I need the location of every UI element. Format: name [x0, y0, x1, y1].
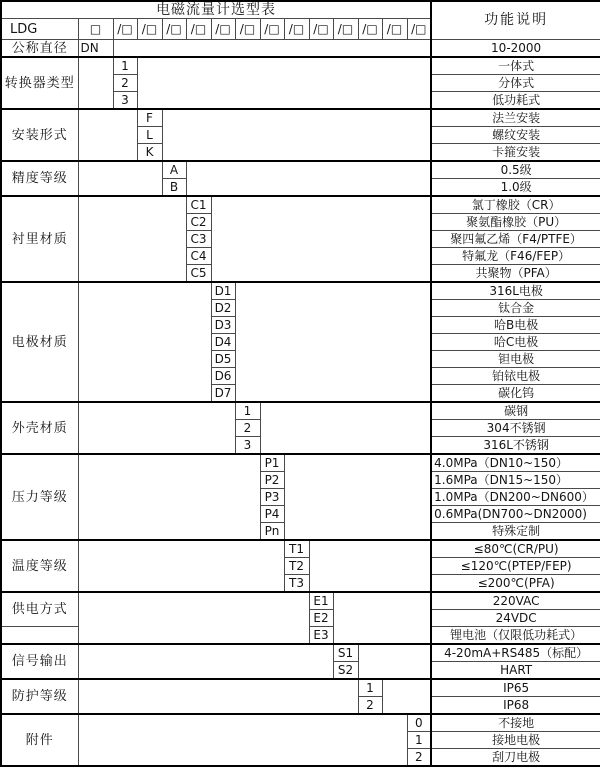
spacer-left-accessories	[78, 714, 407, 766]
code-converter-type-3: 3	[113, 92, 137, 110]
spacer-left-converter-type	[78, 57, 113, 109]
code-lining-material-C3: C3	[186, 231, 211, 248]
code-lining-material-C5: C5	[186, 265, 211, 283]
model-code-slash-box: /□	[162, 19, 186, 40]
model-code-slash-box: /□	[407, 19, 431, 40]
group-label-temperature-grade: 温度等级	[1, 540, 78, 592]
model-code-slash-box: /□	[333, 19, 358, 40]
code-electrode-material-D1: D1	[211, 282, 235, 300]
model-code-slash-box: /□	[382, 19, 407, 40]
spacer-right-lining-material	[211, 196, 431, 282]
code-accessories-0: 0	[407, 714, 431, 732]
code-converter-type-1: 1	[113, 57, 137, 75]
spacer-left-lining-material	[78, 196, 186, 282]
function-desc-housing-material-2: 304不锈钢	[431, 420, 600, 437]
function-desc-temperature-grade-T1: ≤80℃(CR/PU)	[431, 540, 600, 558]
code-signal-output-S1: S1	[333, 644, 358, 662]
spacer-left-power-supply	[78, 592, 309, 644]
function-desc-electrode-material-D2: 钛合金	[431, 300, 600, 317]
function-desc-electrode-material-D1: 316L电极	[431, 282, 600, 300]
page-title: 电磁流量计选型表	[1, 1, 431, 19]
function-desc-signal-output-S1: 4-20mA+RS485（标配）	[431, 644, 600, 662]
model-code-slash-box: /□	[358, 19, 382, 40]
function-column-header: 功能说明	[431, 1, 600, 40]
spacer-left-pressure-rating	[78, 454, 260, 540]
code-electrode-material-D2: D2	[211, 300, 235, 317]
code-temperature-grade-T3: T3	[284, 575, 309, 593]
spacer-right-accuracy-grade	[186, 161, 431, 196]
code-power-supply-E3: E3	[309, 627, 333, 645]
function-desc-temperature-grade-T3: ≤200℃(PFA)	[431, 575, 600, 593]
function-desc-power-supply-E1: 220VAC	[431, 592, 600, 610]
code-electrode-material-D6: D6	[211, 368, 235, 385]
code-installation-type-L: L	[137, 127, 162, 144]
function-desc-electrode-material-D4: 哈C电极	[431, 334, 600, 351]
function-desc-protection-grade-2: IP68	[431, 697, 600, 715]
code-electrode-material-D5: D5	[211, 351, 235, 368]
group-label-accuracy-grade: 精度等级	[1, 161, 78, 196]
function-desc-power-supply-E2: 24VDC	[431, 610, 600, 627]
code-accessories-1: 1	[407, 732, 431, 749]
code-temperature-grade-T2: T2	[284, 558, 309, 575]
group-label-power-supply: 供电方式	[1, 592, 78, 627]
code-protection-grade-2: 2	[358, 697, 382, 715]
spacer-nominal-diameter	[113, 40, 431, 58]
model-code-slash-box: /□	[284, 19, 309, 40]
spacer-right-housing-material	[260, 402, 431, 454]
spacer-right-signal-output	[358, 644, 431, 679]
function-desc-converter-type-1: 一体式	[431, 57, 600, 75]
code-accessories-2: 2	[407, 749, 431, 767]
code-electrode-material-D4: D4	[211, 334, 235, 351]
model-code-slash-box: /□	[260, 19, 284, 40]
spacer-right-converter-type	[137, 57, 431, 109]
model-code-slash-box: /□	[211, 19, 235, 40]
function-desc-accessories-0: 不接地	[431, 714, 600, 732]
function-desc-temperature-grade-T2: ≤120℃(PTEP/FEP)	[431, 558, 600, 575]
code-power-supply-E1: E1	[309, 592, 333, 610]
spacer-left-signal-output	[78, 644, 333, 679]
code-pressure-rating-P3: P3	[260, 489, 284, 506]
model-code-slash-box: /□	[309, 19, 333, 40]
code-accuracy-grade-B: B	[162, 179, 186, 197]
code-lining-material-C4: C4	[186, 248, 211, 265]
function-desc-lining-material-C1: 氯丁橡胶（CR）	[431, 196, 600, 214]
spacer-right-protection-grade	[382, 679, 431, 714]
spacer-left-electrode-material	[78, 282, 211, 402]
function-desc-installation-type-L: 螺纹安装	[431, 127, 600, 144]
model-code-box: □	[78, 19, 113, 40]
function-desc-accuracy-grade-A: 0.5级	[431, 161, 600, 179]
function-desc-electrode-material-D6: 铂铱电极	[431, 368, 600, 385]
function-desc-protection-grade-1: IP65	[431, 679, 600, 697]
function-desc-accuracy-grade-B: 1.0级	[431, 179, 600, 197]
group-label-housing-material: 外壳材质	[1, 402, 78, 454]
function-desc-pressure-rating-P2: 1.6MPa（DN15~150）	[431, 472, 600, 489]
group-label-nominal-diameter: 公称直径	[1, 40, 78, 58]
code-pressure-rating-P2: P2	[260, 472, 284, 489]
function-desc-installation-type-F: 法兰安装	[431, 109, 600, 127]
function-desc-lining-material-C5: 共聚物（PFA）	[431, 265, 600, 283]
group-label-protection-grade: 防护等级	[1, 679, 78, 714]
function-desc-lining-material-C4: 特氟龙（F46/FEP）	[431, 248, 600, 265]
spacer-left-temperature-grade	[78, 540, 284, 592]
code-electrode-material-D3: D3	[211, 317, 235, 334]
function-desc-accessories-1: 接地电极	[431, 732, 600, 749]
group-label-accessories: 附件	[1, 714, 78, 766]
spacer-left-housing-material	[78, 402, 235, 454]
code-housing-material-3: 3	[235, 437, 260, 455]
code-lining-material-C2: C2	[186, 214, 211, 231]
model-prefix: LDG	[1, 19, 78, 40]
spacer-right-temperature-grade	[309, 540, 431, 592]
function-desc-converter-type-3: 低功耗式	[431, 92, 600, 110]
code-lining-material-C1: C1	[186, 196, 211, 214]
code-converter-type-2: 2	[113, 75, 137, 92]
function-desc-pressure-rating-Pn: 特殊定制	[431, 523, 600, 541]
code-dn: DN	[78, 40, 113, 58]
code-power-supply-E2: E2	[309, 610, 333, 627]
function-desc-power-supply-E3: 锂电池（仅限低功耗式）	[431, 627, 600, 645]
spacer-right-power-supply	[333, 592, 431, 644]
code-protection-grade-1: 1	[358, 679, 382, 697]
function-desc-signal-output-S2: HART	[431, 662, 600, 680]
spacer-left-accuracy-grade	[78, 161, 162, 196]
function-desc-installation-type-K: 卡箍安装	[431, 144, 600, 162]
function-desc-nominal-diameter: 10-2000	[431, 40, 600, 58]
code-pressure-rating-P1: P1	[260, 454, 284, 472]
model-code-slash-box: /□	[186, 19, 211, 40]
group-label-empty-power-supply	[1, 627, 78, 645]
code-accuracy-grade-A: A	[162, 161, 186, 179]
code-installation-type-F: F	[137, 109, 162, 127]
model-code-slash-box: /□	[137, 19, 162, 40]
group-label-converter-type: 转换器类型	[1, 57, 78, 109]
group-label-electrode-material: 电极材质	[1, 282, 78, 402]
function-desc-lining-material-C2: 聚氨酯橡胶（PU）	[431, 214, 600, 231]
spacer-left-protection-grade	[78, 679, 358, 714]
model-code-slash-box: /□	[235, 19, 260, 40]
spacer-right-pressure-rating	[284, 454, 431, 540]
code-housing-material-2: 2	[235, 420, 260, 437]
spacer-right-electrode-material	[235, 282, 431, 402]
spacer-right-installation-type	[162, 109, 431, 161]
group-label-signal-output: 信号输出	[1, 644, 78, 679]
code-pressure-rating-P4: P4	[260, 506, 284, 523]
code-housing-material-1: 1	[235, 402, 260, 420]
model-code-slash-box: /□	[113, 19, 137, 40]
function-desc-electrode-material-D3: 哈B电极	[431, 317, 600, 334]
function-desc-converter-type-2: 分体式	[431, 75, 600, 92]
code-electrode-material-D7: D7	[211, 385, 235, 403]
function-desc-pressure-rating-P1: 4.0MPa（DN10~150）	[431, 454, 600, 472]
group-label-pressure-rating: 压力等级	[1, 454, 78, 540]
function-desc-housing-material-1: 碳钢	[431, 402, 600, 420]
function-desc-housing-material-3: 316L不锈钢	[431, 437, 600, 455]
code-temperature-grade-T1: T1	[284, 540, 309, 558]
function-desc-electrode-material-D7: 碳化钨	[431, 385, 600, 403]
code-installation-type-K: K	[137, 144, 162, 162]
function-desc-electrode-material-D5: 钽电极	[431, 351, 600, 368]
function-desc-pressure-rating-P3: 1.0MPa（DN200~DN600）	[431, 489, 600, 506]
group-label-installation-type: 安装形式	[1, 109, 78, 161]
code-signal-output-S2: S2	[333, 662, 358, 680]
function-desc-lining-material-C3: 聚四氟乙烯（F4/PTFE）	[431, 231, 600, 248]
function-desc-accessories-2: 刮刀电极	[431, 749, 600, 767]
spacer-left-installation-type	[78, 109, 137, 161]
function-desc-pressure-rating-P4: 0.6MPa(DN700~DN2000)	[431, 506, 600, 523]
group-label-lining-material: 衬里材质	[1, 196, 78, 282]
code-pressure-rating-Pn: Pn	[260, 523, 284, 541]
